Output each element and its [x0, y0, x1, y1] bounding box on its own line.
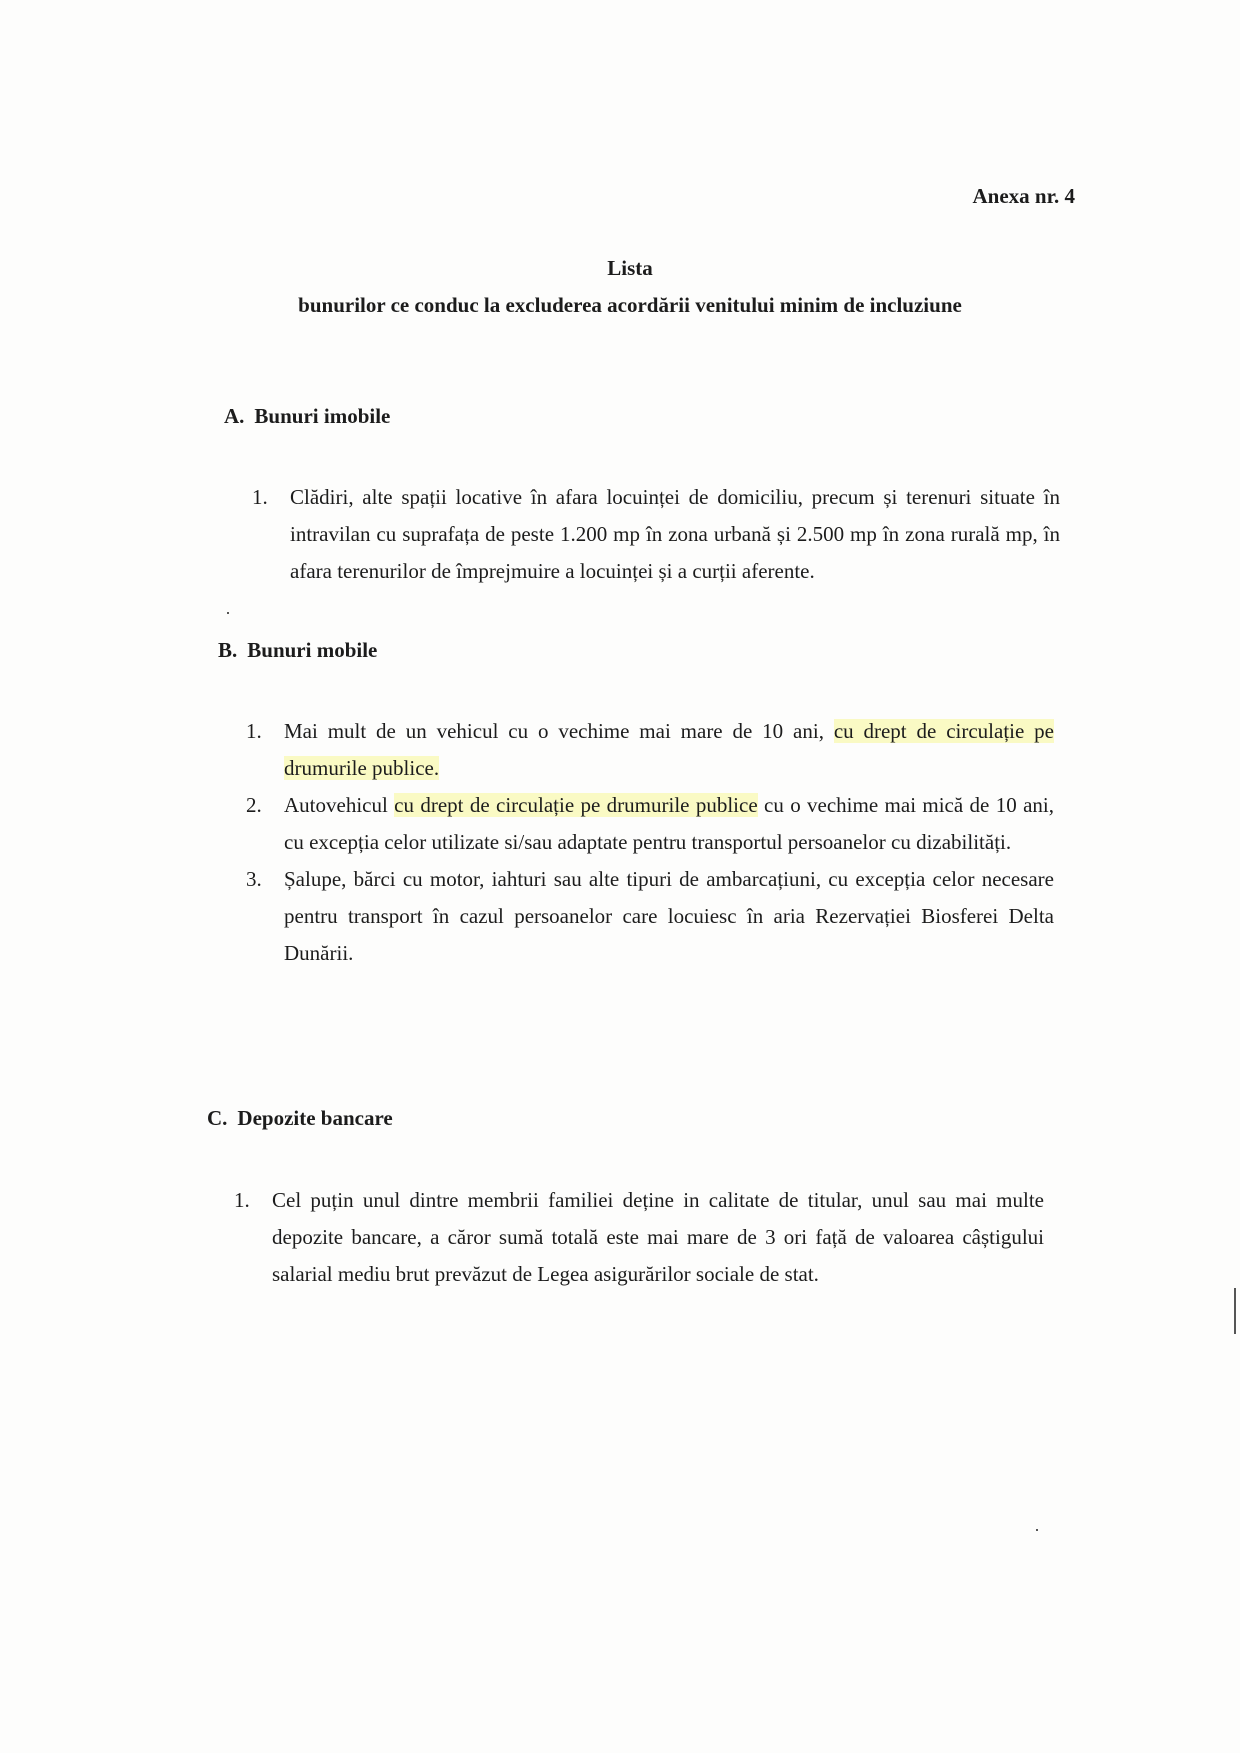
- list-item-number: 1.: [252, 485, 268, 509]
- document-title: [230, 256, 1030, 318]
- section-a-list: [252, 479, 1060, 590]
- list-item-text: Mai mult de un vehicul cu o vechime mai mare de 10 ani,: [284, 719, 834, 743]
- list-item-text: Clădiri, alte spații locative în afara locuinței de domiciliu, precum și terenuri situate în intravilan cu suprafața de peste 1.200 mp în zona urbană și 2.500 mp în zona rurală mp, în afara terenurilor de împrejmuire a locuinței și a curții aferente.: [290, 485, 1060, 583]
- annex-label: Anexa nr. 4: [972, 184, 1075, 208]
- list-item-text: Șalupe, bărci cu motor, iahturi sau alte tipuri de ambarcațiuni, cu excepția celor necesare pentru transport în cazul persoanelor care locuiesc în aria Rezervației Biosferei Delta Dunării.: [284, 867, 1054, 965]
- list-item: [252, 479, 1060, 590]
- section-b-letter: B.: [218, 638, 238, 662]
- section-c-list: [234, 1182, 1044, 1293]
- list-item-number: 3.: [246, 867, 262, 891]
- highlighted-text: cu drept de circulație pe drumurile publice.: [284, 719, 1054, 780]
- list-item: [246, 861, 1054, 972]
- scan-dot: [227, 612, 229, 614]
- list-item: [246, 713, 1054, 787]
- section-c-letter: C.: [207, 1106, 228, 1130]
- list-item: [246, 787, 1054, 861]
- section-c-title: Depozite bancare: [237, 1106, 393, 1130]
- section-a-heading: [224, 404, 390, 429]
- list-item-number: 2.: [246, 793, 262, 817]
- list-item-text-continued: cu o vechime mai mică de 10 ani, cu excepția celor utilizate si/sau adaptate pentru transportul persoanelor cu dizabilități.: [284, 793, 1054, 854]
- section-a-title: Bunuri imobile: [254, 404, 391, 428]
- title-line-1: Lista: [607, 256, 653, 280]
- list-item: [234, 1182, 1044, 1293]
- scan-dot: [1036, 1529, 1038, 1531]
- list-item-text: Autovehicul: [284, 793, 395, 817]
- section-b-heading: [218, 638, 377, 663]
- title-line-2: bunurilor ce conduc la excluderea acordării venitului minim de incluziune: [298, 293, 962, 317]
- highlighted-text: cu drept de circulație pe drumurile publice: [394, 793, 758, 817]
- section-b-title: Bunuri mobile: [247, 638, 378, 662]
- scan-edge-mark: [1234, 1288, 1236, 1334]
- list-item-number: 1.: [234, 1188, 250, 1212]
- section-a-letter: A.: [224, 404, 245, 428]
- section-b-list: [246, 713, 1054, 972]
- list-item-text: Cel puțin unul dintre membrii familiei deține in calitate de titular, unul sau mai multe depozite bancare, a căror sumă totală este mai mare de 3 ori față de valoarea câștigului salarial mediu brut prevăzut de Legea asigurărilor sociale de stat.: [272, 1188, 1044, 1286]
- section-c-heading: [207, 1106, 393, 1131]
- list-item-number: 1.: [246, 719, 262, 743]
